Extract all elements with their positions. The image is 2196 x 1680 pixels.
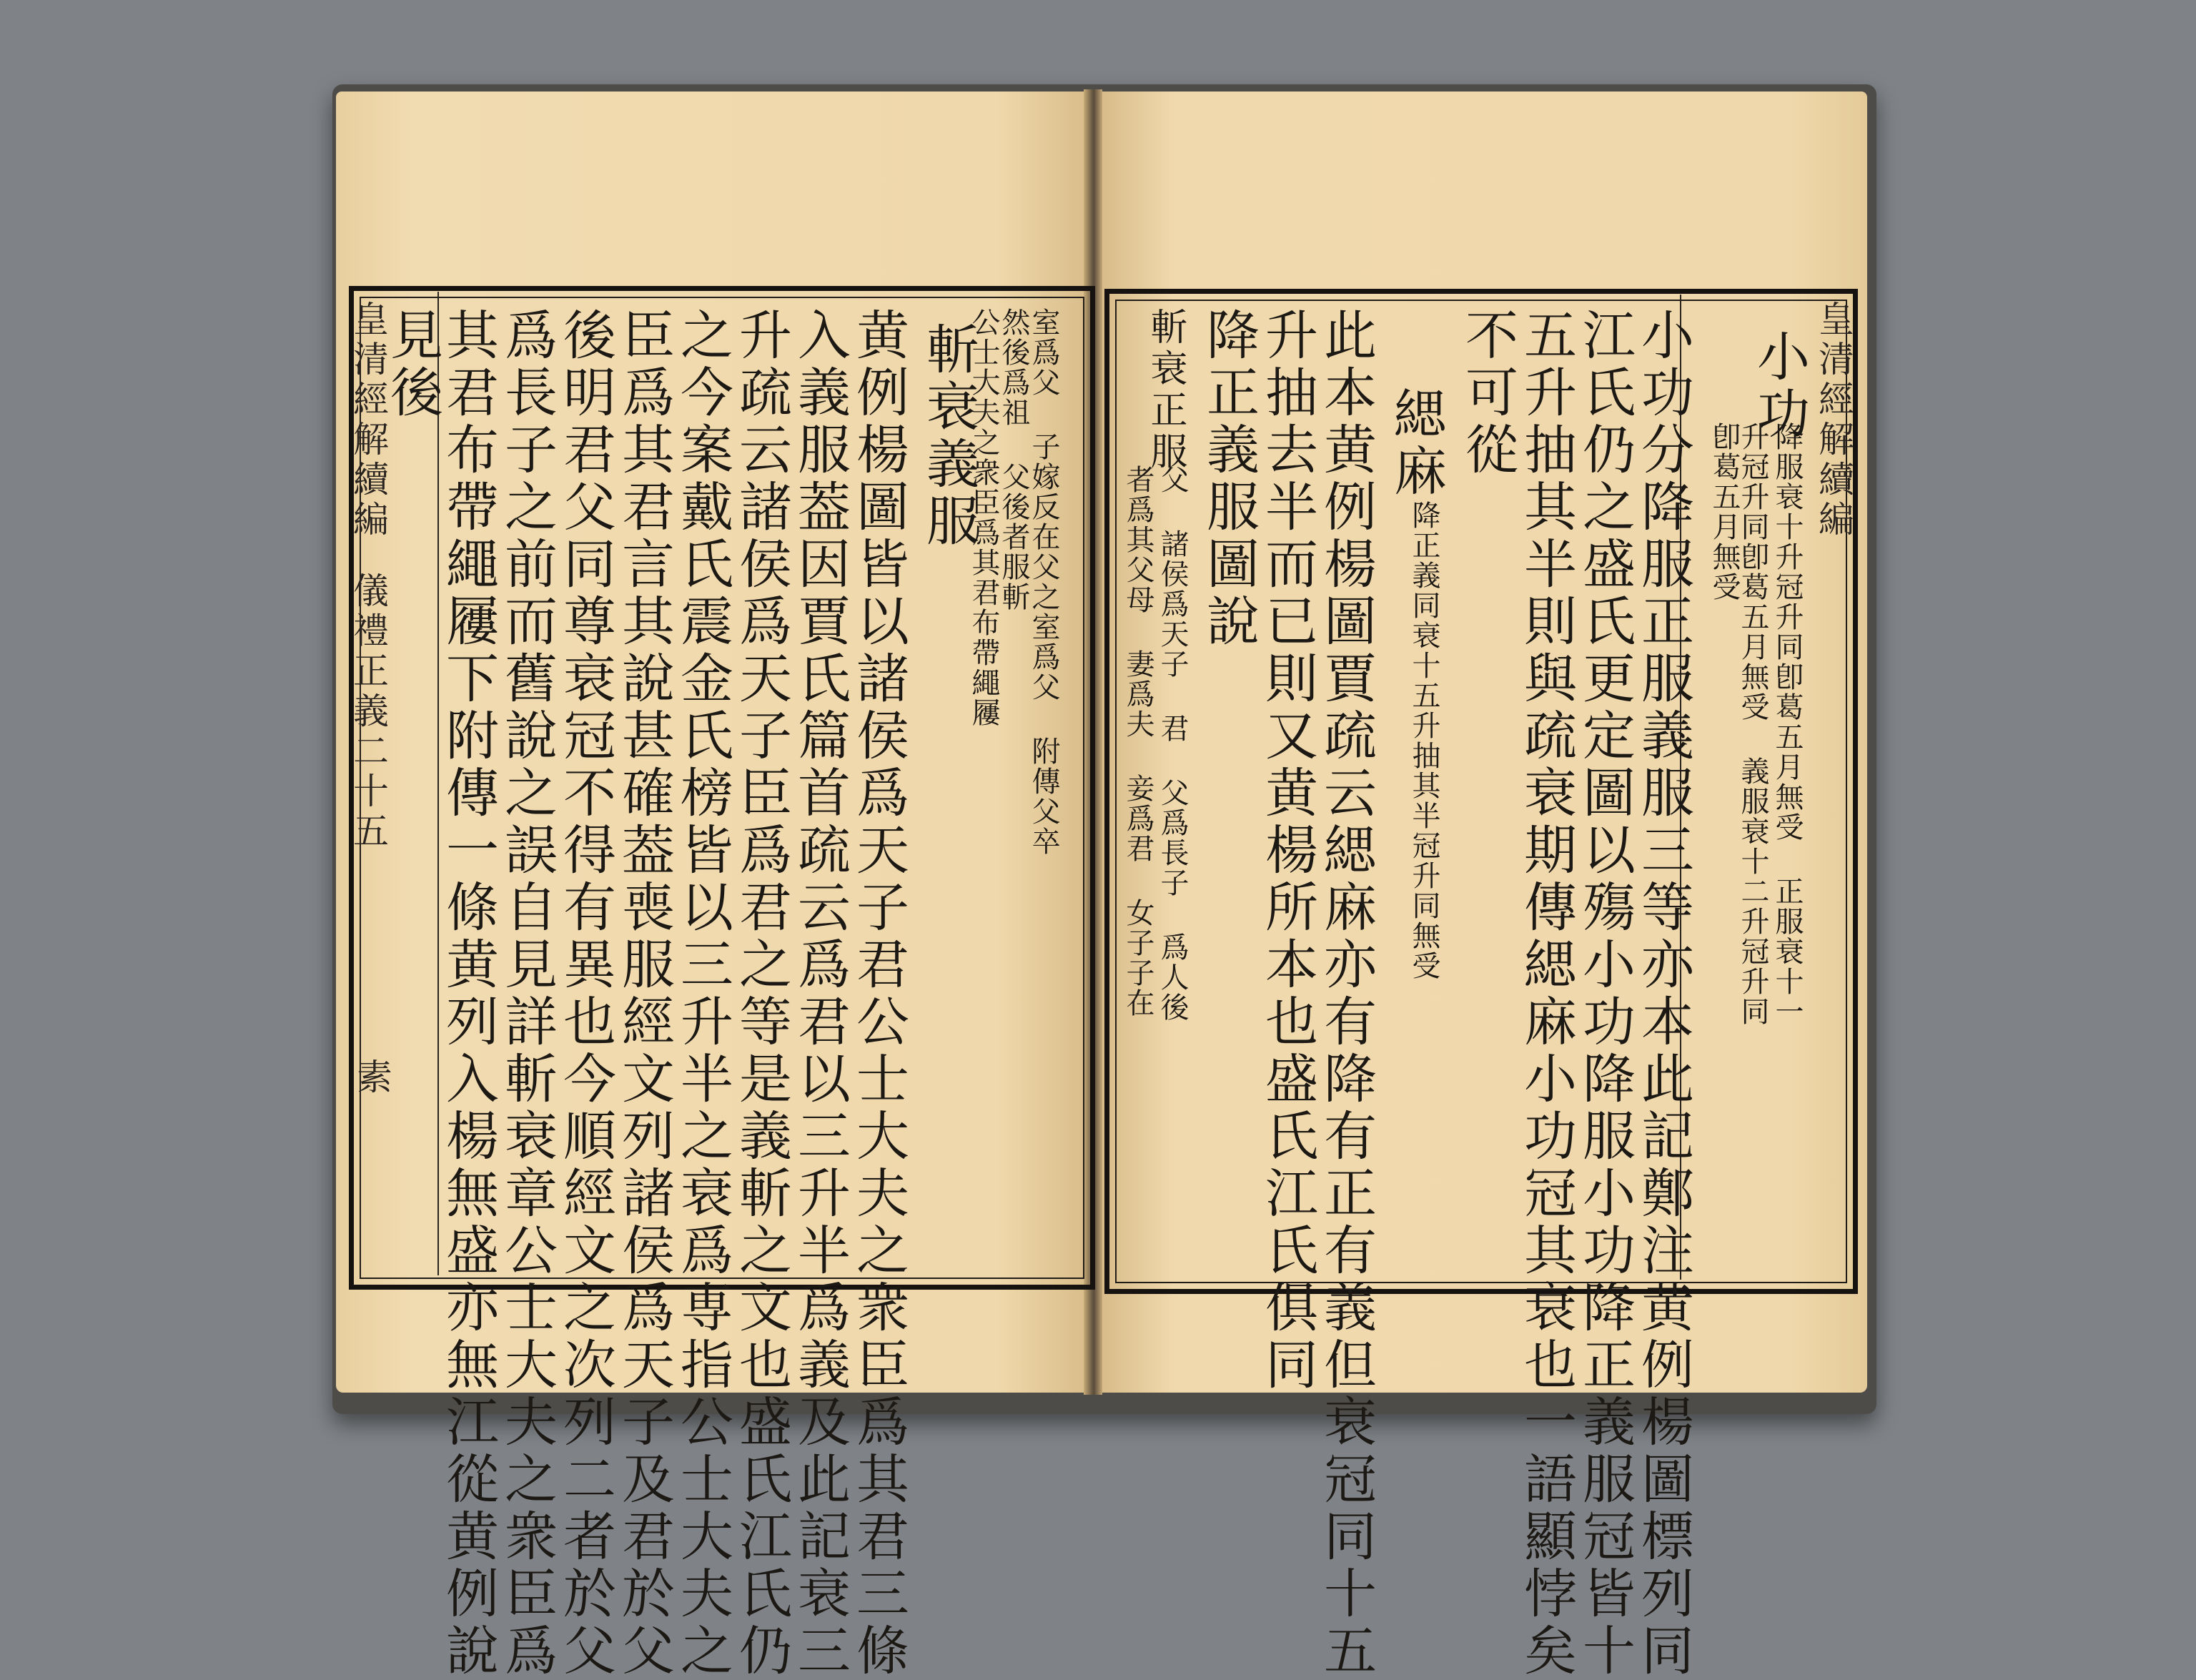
left-column-3: 入義服葢因賈氏篇首疏云爲君以三升半爲義及此記衰三	[789, 307, 851, 1680]
right-note-5: 父 諸侯爲天子 君 父爲長子 爲人後	[1156, 465, 1189, 1022]
right-note-6: 者爲其父母 妻爲夫 妾爲君 女子子在	[1122, 465, 1154, 1018]
right-margin-title: 皇清經解續編	[1813, 300, 1854, 540]
left-margin-mark: 素	[351, 1058, 392, 1098]
left-column-7: 後明君父同尊衰冠不得有異也今順經文之次列二者於父	[555, 307, 616, 1680]
left-column-10: 見後	[382, 307, 443, 422]
right-column-9-heading: 降正義服圖說	[1198, 307, 1260, 651]
right-column-3: 江氏仍之盛氏更定圖以殤小功降服小功降正義服冠皆十	[1574, 307, 1636, 1680]
right-note-1: 降服衰十升冠升同卽葛五月無受 正服衰十一	[1771, 422, 1804, 1027]
left-margin-chapter: 儀禮正義二十五	[347, 572, 389, 852]
left-column-1-heading: 斬衰義服	[918, 322, 979, 550]
right-column-1-heading: 小功	[1749, 329, 1810, 443]
right-note-2: 升冠升同卽葛五月無受 義服衰十二升冠升同	[1736, 422, 1769, 1027]
right-note-3: 卽葛五月無受	[1708, 422, 1741, 602]
left-column-6: 臣爲其君言其說甚確葢喪服經文列諸侯爲天子及君於父	[613, 307, 675, 1680]
right-column-2: 小功分降服正服義服三等亦本此記鄭注黄例楊圖標列同	[1633, 307, 1694, 1680]
left-column-9: 其君布帶繩屨下附傳一條黄列入楊無盛亦無江從黄例說	[437, 307, 499, 1680]
left-note-1: 室爲父 子嫁反在父之室爲父 附傳父卒	[1027, 307, 1060, 856]
right-column-10-heading: 斬衰正服	[1144, 307, 1187, 473]
left-note-3: 公士大夫之衆臣爲其君布帶繩屨	[967, 307, 1000, 728]
left-column-4: 升疏云諸侯爲天子臣爲君之等是義斬之文也盛氏江氏仍	[731, 307, 792, 1680]
right-column-5: 不可從	[1457, 307, 1518, 479]
left-column-5: 之今案戴氏震金氏榜皆以三升半之衰爲専指公士大夫之	[672, 307, 733, 1680]
left-margin-title: 皇清經解續編	[347, 300, 389, 540]
right-column-4: 五升抽其半則與疏衰期傳緦麻小功冠其衰也一語顯悖矣	[1515, 307, 1577, 1680]
left-column-8: 爲長子之前而舊說之誤自見詳斬衰章公士大夫之衆臣爲	[496, 307, 558, 1680]
right-column-8: 升抽去半而已則又黄楊所本也盛氏江氏俱同	[1257, 307, 1318, 1394]
right-note-4: 降正義同衰十五升抽其半冠升同無受	[1408, 500, 1440, 981]
right-column-7: 此本黄例楊圖賈疏云緦麻亦有降有正有義但衰冠同十五	[1315, 307, 1377, 1680]
left-note-2: 然後爲祖 父後者服斬	[997, 307, 1030, 612]
left-column-2: 黄例楊圖皆以諸侯爲天子君公士大夫之衆臣爲其君三條	[848, 307, 909, 1680]
right-column-6-heading: 緦麻	[1385, 386, 1447, 500]
